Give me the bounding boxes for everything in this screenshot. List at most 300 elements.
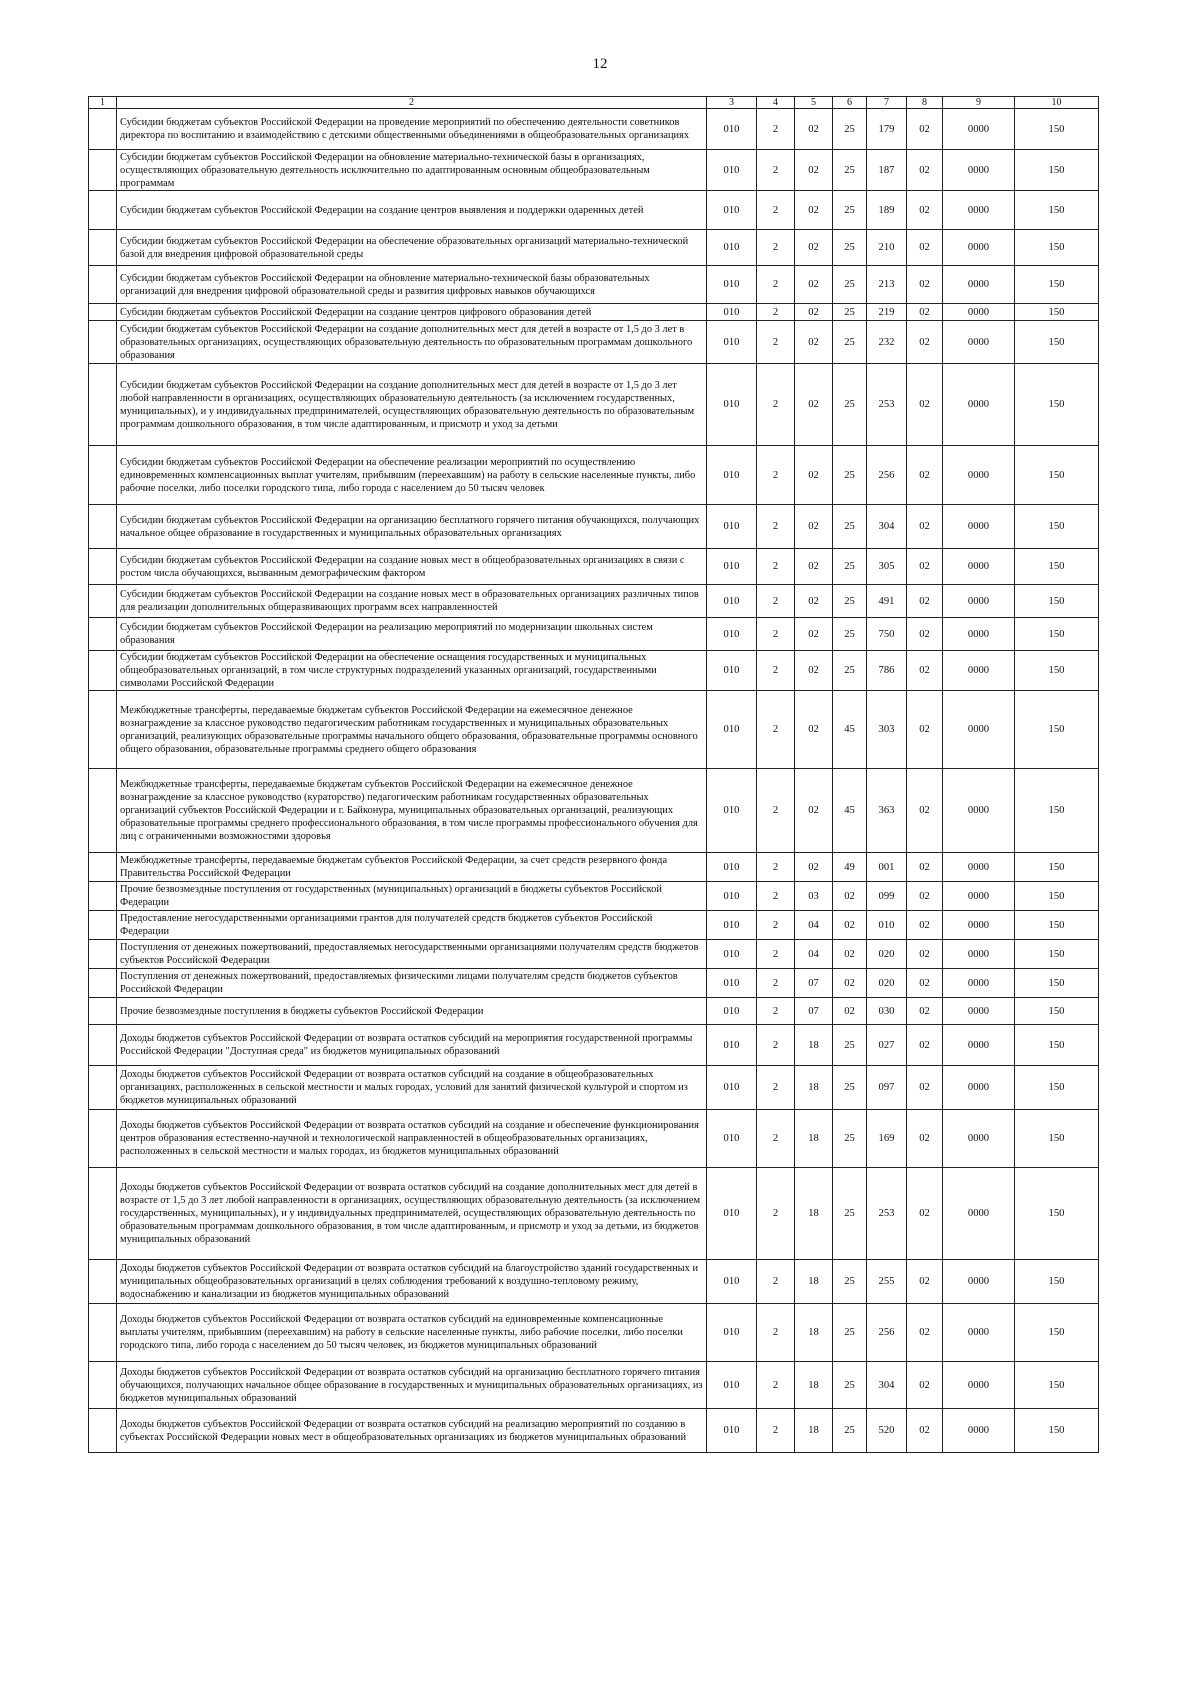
row-number-cell	[89, 266, 117, 304]
code-cell-c10: 150	[1015, 505, 1099, 549]
row-number-cell	[89, 940, 117, 969]
row-number-cell	[89, 364, 117, 446]
code-cell-c10: 150	[1015, 691, 1099, 769]
code-cell-c9: 0000	[943, 911, 1015, 940]
code-cell-c8: 02	[907, 1260, 943, 1304]
code-cell-c4: 2	[757, 505, 795, 549]
code-cell-c10: 150	[1015, 618, 1099, 651]
code-cell-c5: 02	[795, 585, 833, 618]
code-cell-c4: 2	[757, 651, 795, 691]
code-cell-c8: 02	[907, 505, 943, 549]
code-cell-c7: 303	[867, 691, 907, 769]
code-cell-c5: 07	[795, 998, 833, 1025]
table-row	[89, 998, 1099, 1025]
table-row	[89, 150, 1099, 191]
row-description: Доходы бюджетов субъектов Российской Федерации от возврата остатков субсидий на реализацию мероприятий по созданию в субъектах Российской Федерации новых мест в общеобразовательных организациях из бюджетов муниципальных образований	[117, 1409, 707, 1453]
table-row	[89, 651, 1099, 691]
code-cell-c5: 02	[795, 321, 833, 364]
code-cell-c7: 097	[867, 1066, 907, 1110]
code-cell-c3: 010	[707, 505, 757, 549]
code-cell-c5: 02	[795, 150, 833, 191]
header-cell: 4	[757, 97, 795, 109]
code-cell-c7: 010	[867, 911, 907, 940]
header-cell: 10	[1015, 97, 1099, 109]
header-cell: 9	[943, 97, 1015, 109]
code-cell-c9: 0000	[943, 505, 1015, 549]
table-row	[89, 549, 1099, 585]
row-description: Доходы бюджетов субъектов Российской Федерации от возврата остатков субсидий на благоустройство зданий государственных и муниципальных общеобразовательных организаций в целях соблюдения требований к воздушно-тепловому режиму, водоснабжению и канализации из бюджетов муниципальных образований	[117, 1260, 707, 1304]
code-cell-c7: 256	[867, 1304, 907, 1362]
row-description: Поступления от денежных пожертвований, предоставляемых негосударственными организациями получателям средств бюджетов субъектов Российской Федерации	[117, 940, 707, 969]
row-number-cell	[89, 1260, 117, 1304]
table-row	[89, 940, 1099, 969]
table-row	[89, 1025, 1099, 1066]
code-cell-c9: 0000	[943, 364, 1015, 446]
row-description: Субсидии бюджетам субъектов Российской Федерации на организацию бесплатного горячего питания обучающихся, получающих начальное общее образование в государственных и муниципальных образовательных организациях	[117, 505, 707, 549]
row-description: Субсидии бюджетам субъектов Российской Федерации на обеспечение оснащения государственных и муниципальных общеобразовательных организаций, в том числе структурных подразделений указанных организаций, государственными символами Российской Федерации	[117, 651, 707, 691]
code-cell-c7: 305	[867, 549, 907, 585]
code-cell-c6: 25	[833, 1025, 867, 1066]
code-cell-c3: 010	[707, 549, 757, 585]
code-cell-c6: 25	[833, 1362, 867, 1409]
row-number-cell	[89, 549, 117, 585]
code-cell-c3: 010	[707, 1168, 757, 1260]
code-cell-c3: 010	[707, 969, 757, 998]
code-cell-c10: 150	[1015, 769, 1099, 853]
code-cell-c6: 25	[833, 549, 867, 585]
code-cell-c6: 45	[833, 691, 867, 769]
row-description: Субсидии бюджетам субъектов Российской Федерации на реализацию мероприятий по модернизации школьных систем образования	[117, 618, 707, 651]
code-cell-c6: 25	[833, 651, 867, 691]
code-cell-c5: 03	[795, 882, 833, 911]
code-cell-c6: 02	[833, 882, 867, 911]
code-cell-c3: 010	[707, 321, 757, 364]
row-number-cell	[89, 998, 117, 1025]
code-cell-c7: 253	[867, 1168, 907, 1260]
code-cell-c5: 02	[795, 853, 833, 882]
code-cell-c4: 2	[757, 446, 795, 505]
code-cell-c8: 02	[907, 769, 943, 853]
table-body	[89, 97, 1099, 1453]
row-description: Доходы бюджетов субъектов Российской Федерации от возврата остатков субсидий на мероприятия государственной программы Российской Федерации "Доступная среда" из бюджетов муниципальных образований	[117, 1025, 707, 1066]
code-cell-c7: 027	[867, 1025, 907, 1066]
code-cell-c6: 25	[833, 150, 867, 191]
code-cell-c6: 02	[833, 940, 867, 969]
code-cell-c6: 25	[833, 191, 867, 230]
code-cell-c5: 02	[795, 618, 833, 651]
row-number-cell	[89, 304, 117, 321]
code-cell-c6: 02	[833, 911, 867, 940]
row-number-cell	[89, 585, 117, 618]
code-cell-c5: 18	[795, 1025, 833, 1066]
code-cell-c7: 030	[867, 998, 907, 1025]
code-cell-c3: 010	[707, 1260, 757, 1304]
code-cell-c3: 010	[707, 853, 757, 882]
code-cell-c9: 0000	[943, 618, 1015, 651]
code-cell-c4: 2	[757, 191, 795, 230]
code-cell-c6: 02	[833, 998, 867, 1025]
code-cell-c10: 150	[1015, 853, 1099, 882]
code-cell-c5: 18	[795, 1362, 833, 1409]
code-cell-c9: 0000	[943, 940, 1015, 969]
code-cell-c10: 150	[1015, 651, 1099, 691]
row-number-cell	[89, 505, 117, 549]
code-cell-c4: 2	[757, 1110, 795, 1168]
code-cell-c3: 010	[707, 651, 757, 691]
code-cell-c8: 02	[907, 549, 943, 585]
table-row	[89, 1168, 1099, 1260]
code-cell-c5: 02	[795, 304, 833, 321]
row-number-cell	[89, 911, 117, 940]
code-cell-c8: 02	[907, 1362, 943, 1409]
code-cell-c9: 0000	[943, 1110, 1015, 1168]
code-cell-c8: 02	[907, 191, 943, 230]
code-cell-c5: 18	[795, 1260, 833, 1304]
code-cell-c9: 0000	[943, 585, 1015, 618]
code-cell-c6: 25	[833, 230, 867, 266]
code-cell-c3: 010	[707, 150, 757, 191]
code-cell-c3: 010	[707, 1409, 757, 1453]
code-cell-c9: 0000	[943, 882, 1015, 911]
code-cell-c10: 150	[1015, 1304, 1099, 1362]
code-cell-c9: 0000	[943, 446, 1015, 505]
code-cell-c10: 150	[1015, 998, 1099, 1025]
code-cell-c6: 25	[833, 1168, 867, 1260]
code-cell-c7: 179	[867, 109, 907, 150]
code-cell-c5: 07	[795, 969, 833, 998]
table-row	[89, 364, 1099, 446]
code-cell-c4: 2	[757, 969, 795, 998]
table-row	[89, 1362, 1099, 1409]
code-cell-c7: 210	[867, 230, 907, 266]
code-cell-c5: 02	[795, 191, 833, 230]
code-cell-c9: 0000	[943, 321, 1015, 364]
row-number-cell	[89, 882, 117, 911]
code-cell-c10: 150	[1015, 150, 1099, 191]
code-cell-c9: 0000	[943, 1025, 1015, 1066]
code-cell-c3: 010	[707, 691, 757, 769]
table-row	[89, 618, 1099, 651]
table-row	[89, 853, 1099, 882]
table-row	[89, 1110, 1099, 1168]
code-cell-c4: 2	[757, 911, 795, 940]
code-cell-c5: 02	[795, 230, 833, 266]
code-cell-c3: 010	[707, 1110, 757, 1168]
code-cell-c10: 150	[1015, 911, 1099, 940]
code-cell-c8: 02	[907, 618, 943, 651]
code-cell-c5: 18	[795, 1304, 833, 1362]
table-row	[89, 191, 1099, 230]
code-cell-c6: 49	[833, 853, 867, 882]
code-cell-c10: 150	[1015, 1025, 1099, 1066]
row-description: Предоставление негосударственными организациями грантов для получателей средств бюджетов субъектов Российской Федерации	[117, 911, 707, 940]
code-cell-c4: 2	[757, 882, 795, 911]
code-cell-c3: 010	[707, 230, 757, 266]
code-cell-c7: 786	[867, 651, 907, 691]
row-description: Субсидии бюджетам субъектов Российской Федерации на создание центров выявления и поддержки одаренных детей	[117, 191, 707, 230]
code-cell-c7: 213	[867, 266, 907, 304]
code-cell-c4: 2	[757, 1409, 795, 1453]
code-cell-c10: 150	[1015, 549, 1099, 585]
code-cell-c9: 0000	[943, 1066, 1015, 1110]
row-description: Межбюджетные трансферты, передаваемые бюджетам субъектов Российской Федерации на ежемесячное денежное вознаграждение за классное руководство педагогическим работникам государственных и муниципальных образовательных организаций, реализующих образовательные программы начального общего образования, образовательные программы основного общего образования, образовательные программы среднего общего образования	[117, 691, 707, 769]
row-number-cell	[89, 691, 117, 769]
code-cell-c10: 150	[1015, 109, 1099, 150]
code-cell-c8: 02	[907, 364, 943, 446]
code-cell-c4: 2	[757, 150, 795, 191]
code-cell-c5: 02	[795, 769, 833, 853]
row-number-cell	[89, 230, 117, 266]
code-cell-c8: 02	[907, 230, 943, 266]
table-row	[89, 1066, 1099, 1110]
code-cell-c4: 2	[757, 691, 795, 769]
table-row	[89, 1409, 1099, 1453]
code-cell-c10: 150	[1015, 230, 1099, 266]
row-number-cell	[89, 1066, 117, 1110]
code-cell-c6: 25	[833, 266, 867, 304]
code-cell-c10: 150	[1015, 446, 1099, 505]
code-cell-c7: 187	[867, 150, 907, 191]
table-row	[89, 691, 1099, 769]
code-cell-c3: 010	[707, 1066, 757, 1110]
code-cell-c3: 010	[707, 364, 757, 446]
code-cell-c9: 0000	[943, 1304, 1015, 1362]
row-description: Субсидии бюджетам субъектов Российской Федерации на обеспечение образовательных организаций материально-технической базой для внедрения цифровой образовательной среды	[117, 230, 707, 266]
code-cell-c8: 02	[907, 651, 943, 691]
code-cell-c3: 010	[707, 446, 757, 505]
code-cell-c7: 253	[867, 364, 907, 446]
table-row	[89, 109, 1099, 150]
row-number-cell	[89, 191, 117, 230]
code-cell-c4: 2	[757, 998, 795, 1025]
code-cell-c4: 2	[757, 618, 795, 651]
code-cell-c4: 2	[757, 1260, 795, 1304]
code-cell-c10: 150	[1015, 1168, 1099, 1260]
table-row	[89, 505, 1099, 549]
code-cell-c8: 02	[907, 1409, 943, 1453]
code-cell-c10: 150	[1015, 1362, 1099, 1409]
code-cell-c6: 25	[833, 446, 867, 505]
code-cell-c4: 2	[757, 1066, 795, 1110]
code-cell-c3: 010	[707, 882, 757, 911]
row-number-cell	[89, 1025, 117, 1066]
code-cell-c10: 150	[1015, 364, 1099, 446]
header-cell: 2	[117, 97, 707, 109]
table-row	[89, 304, 1099, 321]
code-cell-c8: 02	[907, 1168, 943, 1260]
code-cell-c8: 02	[907, 1110, 943, 1168]
row-description: Доходы бюджетов субъектов Российской Федерации от возврата остатков субсидий на единовременные компенсационные выплаты учителям, прибывшим (переехавшим) на работу в сельские населенные пункты, либо рабочие поселки, либо поселки городского типа, либо города с населением до 50 тысяч человек, из бюджетов муниципальных образований	[117, 1304, 707, 1362]
code-cell-c8: 02	[907, 882, 943, 911]
code-cell-c9: 0000	[943, 230, 1015, 266]
code-cell-c10: 150	[1015, 1110, 1099, 1168]
code-cell-c10: 150	[1015, 1260, 1099, 1304]
code-cell-c8: 02	[907, 446, 943, 505]
code-cell-c3: 010	[707, 191, 757, 230]
code-cell-c8: 02	[907, 1066, 943, 1110]
page-number: 12	[592, 56, 608, 72]
code-cell-c4: 2	[757, 769, 795, 853]
header-cell: 1	[89, 97, 117, 109]
code-cell-c9: 0000	[943, 191, 1015, 230]
table-row	[89, 769, 1099, 853]
row-description: Доходы бюджетов субъектов Российской Федерации от возврата остатков субсидий на организацию бесплатного горячего питания обучающихся, получающих начальное общее образование в государственных и муниципальных образовательных организациях, из бюджетов муниципальных образований	[117, 1362, 707, 1409]
code-cell-c5: 02	[795, 549, 833, 585]
code-cell-c3: 010	[707, 998, 757, 1025]
code-cell-c8: 02	[907, 1304, 943, 1362]
code-cell-c7: 219	[867, 304, 907, 321]
code-cell-c7: 491	[867, 585, 907, 618]
code-cell-c7: 520	[867, 1409, 907, 1453]
code-cell-c9: 0000	[943, 853, 1015, 882]
code-cell-c7: 020	[867, 940, 907, 969]
code-cell-c4: 2	[757, 549, 795, 585]
code-cell-c8: 02	[907, 940, 943, 969]
code-cell-c3: 010	[707, 940, 757, 969]
code-cell-c4: 2	[757, 230, 795, 266]
table-row	[89, 585, 1099, 618]
code-cell-c8: 02	[907, 853, 943, 882]
code-cell-c7: 189	[867, 191, 907, 230]
code-cell-c7: 001	[867, 853, 907, 882]
code-cell-c9: 0000	[943, 769, 1015, 853]
code-cell-c6: 25	[833, 109, 867, 150]
code-cell-c8: 02	[907, 266, 943, 304]
code-cell-c9: 0000	[943, 109, 1015, 150]
code-cell-c8: 02	[907, 691, 943, 769]
code-cell-c9: 0000	[943, 691, 1015, 769]
code-cell-c9: 0000	[943, 549, 1015, 585]
row-number-cell	[89, 1304, 117, 1362]
code-cell-c5: 04	[795, 940, 833, 969]
table-row	[89, 911, 1099, 940]
row-number-cell	[89, 969, 117, 998]
code-cell-c3: 010	[707, 109, 757, 150]
code-cell-c3: 010	[707, 304, 757, 321]
code-cell-c8: 02	[907, 321, 943, 364]
code-cell-c10: 150	[1015, 266, 1099, 304]
code-cell-c9: 0000	[943, 150, 1015, 191]
table-header-row	[89, 97, 1099, 109]
table-row	[89, 1260, 1099, 1304]
code-cell-c9: 0000	[943, 969, 1015, 998]
code-cell-c8: 02	[907, 304, 943, 321]
code-cell-c10: 150	[1015, 940, 1099, 969]
code-cell-c6: 45	[833, 769, 867, 853]
code-cell-c8: 02	[907, 109, 943, 150]
code-cell-c9: 0000	[943, 304, 1015, 321]
code-cell-c4: 2	[757, 940, 795, 969]
row-description: Субсидии бюджетам субъектов Российской Федерации на создание новых мест в общеобразовательных организациях в связи с ростом числа обучающихся, вызванным демографическим фактором	[117, 549, 707, 585]
code-cell-c9: 0000	[943, 998, 1015, 1025]
code-cell-c6: 25	[833, 618, 867, 651]
row-number-cell	[89, 1409, 117, 1453]
row-description: Прочие безвозмездные поступления от государственных (муниципальных) организаций в бюджеты субъектов Российской Федерации	[117, 882, 707, 911]
code-cell-c7: 169	[867, 1110, 907, 1168]
row-number-cell	[89, 1362, 117, 1409]
code-cell-c5: 04	[795, 911, 833, 940]
table-row	[89, 230, 1099, 266]
table-row	[89, 446, 1099, 505]
header-cell: 3	[707, 97, 757, 109]
code-cell-c4: 2	[757, 109, 795, 150]
row-description: Субсидии бюджетам субъектов Российской Федерации на обеспечение реализации мероприятий по осуществлению единовременных компенсационных выплат учителям, прибывшим (переехавшим) на работу в сельские населенные пункты, либо рабочие поселки, либо поселки городского типа, либо города с населением до 50 тысяч человек	[117, 446, 707, 505]
header-cell: 5	[795, 97, 833, 109]
row-description: Доходы бюджетов субъектов Российской Федерации от возврата остатков субсидий на создание дополнительных мест для детей в возрасте от 1,5 до 3 лет любой направленности в организациях, осуществляющих образовательную деятельность (за исключением государственных, муниципальных), и у индивидуальных предпринимателей, осуществляющих образовательную деятельность по образовательным программам дошкольного образования, в том числе адаптированным, и присмотр и уход за детьми, из бюджетов муниципальных образований	[117, 1168, 707, 1260]
code-cell-c3: 010	[707, 585, 757, 618]
row-number-cell	[89, 651, 117, 691]
row-description: Субсидии бюджетам субъектов Российской Федерации на создание новых мест в образовательных организациях различных типов для реализации дополнительных общеразвивающих программ всех направленностей	[117, 585, 707, 618]
code-cell-c4: 2	[757, 1304, 795, 1362]
code-cell-c5: 02	[795, 364, 833, 446]
row-description: Субсидии бюджетам субъектов Российской Федерации на обновление материально-технической базы в организациях, осуществляющих образовательную деятельность исключительно по адаптированным основным общеобразовательным программам	[117, 150, 707, 191]
code-cell-c9: 0000	[943, 1260, 1015, 1304]
code-cell-c6: 25	[833, 364, 867, 446]
code-cell-c7: 099	[867, 882, 907, 911]
code-cell-c10: 150	[1015, 1409, 1099, 1453]
code-cell-c7: 020	[867, 969, 907, 998]
code-cell-c3: 010	[707, 618, 757, 651]
header-cell: 6	[833, 97, 867, 109]
row-description: Поступления от денежных пожертвований, предоставляемых физическими лицами получателям средств бюджетов субъектов Российской Федерации	[117, 969, 707, 998]
code-cell-c9: 0000	[943, 1362, 1015, 1409]
row-description: Субсидии бюджетам субъектов Российской Федерации на проведение мероприятий по обеспечению деятельности советников директора по воспитанию и взаимодействию с детскими общественными объединениями в общеобразовательных организациях	[117, 109, 707, 150]
table-row	[89, 969, 1099, 998]
row-number-cell	[89, 618, 117, 651]
code-cell-c4: 2	[757, 304, 795, 321]
row-number-cell	[89, 853, 117, 882]
code-cell-c6: 25	[833, 1260, 867, 1304]
code-cell-c6: 25	[833, 321, 867, 364]
row-number-cell	[89, 150, 117, 191]
code-cell-c4: 2	[757, 853, 795, 882]
code-cell-c7: 256	[867, 446, 907, 505]
code-cell-c6: 25	[833, 1066, 867, 1110]
code-cell-c4: 2	[757, 585, 795, 618]
row-number-cell	[89, 321, 117, 364]
code-cell-c4: 2	[757, 1025, 795, 1066]
code-cell-c7: 750	[867, 618, 907, 651]
code-cell-c6: 25	[833, 585, 867, 618]
row-number-cell	[89, 1168, 117, 1260]
code-cell-c7: 363	[867, 769, 907, 853]
row-number-cell	[89, 1110, 117, 1168]
row-description: Субсидии бюджетам субъектов Российской Федерации на создание дополнительных мест для детей в возрасте от 1,5 до 3 лет в образовательных организациях, осуществляющих образовательную деятельность по образовательным программам дошкольного образования	[117, 321, 707, 364]
row-description: Прочие безвозмездные поступления в бюджеты субъектов Российской Федерации	[117, 998, 707, 1025]
code-cell-c4: 2	[757, 1168, 795, 1260]
code-cell-c10: 150	[1015, 969, 1099, 998]
code-cell-c6: 25	[833, 505, 867, 549]
code-cell-c5: 02	[795, 109, 833, 150]
code-cell-c7: 304	[867, 1362, 907, 1409]
code-cell-c10: 150	[1015, 321, 1099, 364]
code-cell-c7: 304	[867, 505, 907, 549]
code-cell-c10: 150	[1015, 585, 1099, 618]
code-cell-c5: 02	[795, 505, 833, 549]
code-cell-c5: 02	[795, 691, 833, 769]
code-cell-c5: 02	[795, 266, 833, 304]
code-cell-c5: 02	[795, 446, 833, 505]
code-cell-c5: 18	[795, 1409, 833, 1453]
table-row	[89, 882, 1099, 911]
code-cell-c4: 2	[757, 1362, 795, 1409]
code-cell-c5: 18	[795, 1168, 833, 1260]
row-description: Субсидии бюджетам субъектов Российской Федерации на создание дополнительных мест для детей в возрасте от 1,5 до 3 лет любой направленности в организациях, осуществляющих образовательную деятельность (за исключением государственных, муниципальных), и у индивидуальных предпринимателей, осуществляющих образовательную деятельность по образовательным программам дошкольного образования, в том числе адаптированным, и присмотр и уход за детьми	[117, 364, 707, 446]
code-cell-c6: 25	[833, 1110, 867, 1168]
code-cell-c8: 02	[907, 998, 943, 1025]
row-number-cell	[89, 446, 117, 505]
code-cell-c10: 150	[1015, 882, 1099, 911]
